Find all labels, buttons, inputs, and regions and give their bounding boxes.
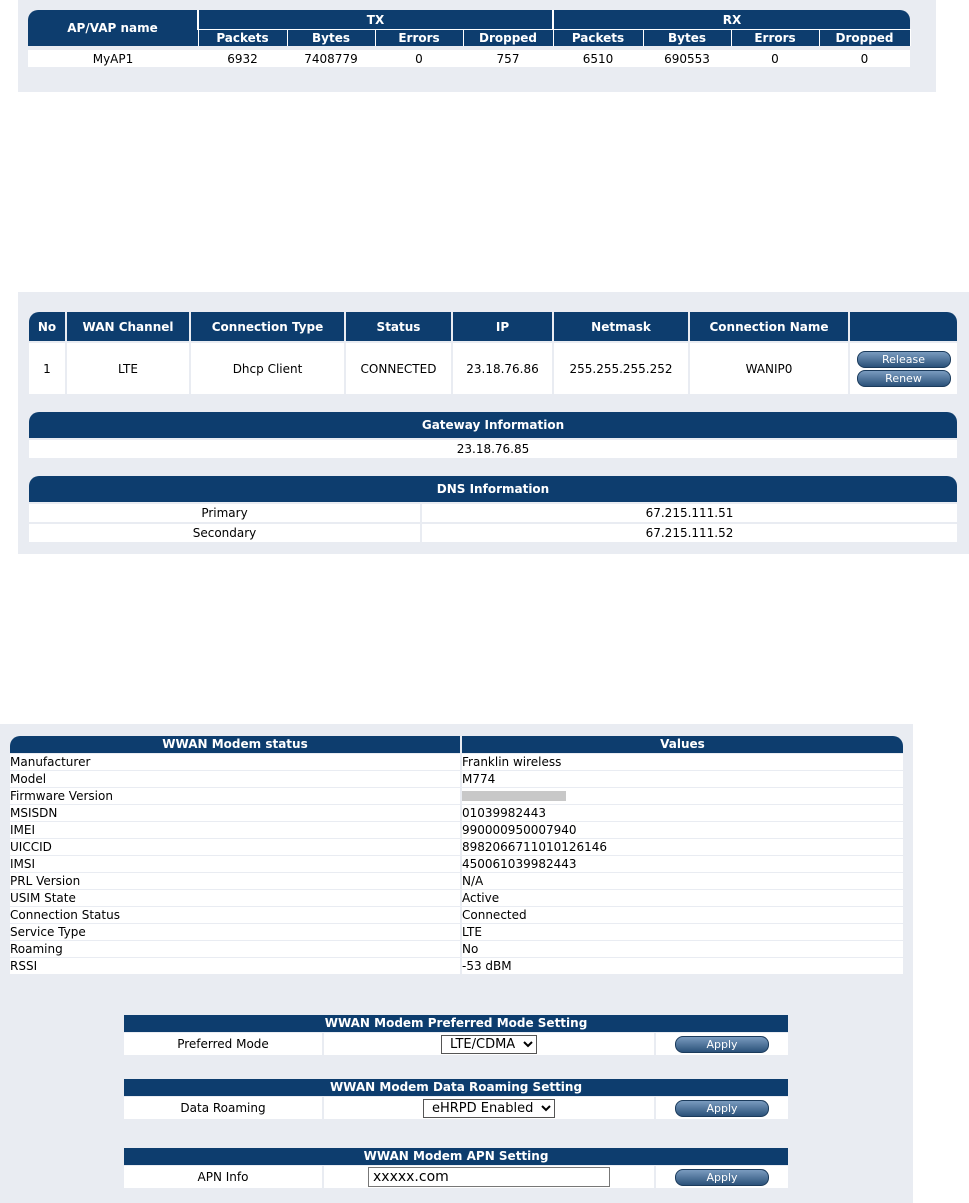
actions-cell [849, 342, 957, 394]
modem-row-value: Active [461, 889, 903, 906]
data-roaming-control [324, 1097, 654, 1119]
preferred-mode-label: Preferred Mode [124, 1033, 322, 1055]
rx-dropped-cell: 0 [819, 48, 910, 67]
col-connection-name: Connection Name [689, 312, 849, 342]
data-roaming-apply-cell [656, 1097, 788, 1119]
apn-title: WWAN Modem APN Setting [124, 1148, 788, 1165]
modem-row-value: LTE [461, 923, 903, 940]
data-roaming-section [124, 1079, 788, 1119]
apn-apply-button[interactable]: Apply [675, 1169, 769, 1186]
modem-row-value: Connected [461, 906, 903, 923]
wan-table [29, 312, 957, 394]
apn-control [324, 1166, 654, 1188]
gateway-title: Gateway Information [29, 412, 957, 438]
modem-row-value: Franklin wireless [461, 753, 903, 770]
wan-no-cell: 1 [29, 342, 66, 394]
tx-dropped-cell: 757 [463, 48, 553, 67]
rx-errors-cell: 0 [731, 48, 819, 67]
gateway-section [29, 412, 957, 458]
ap-stats-table [28, 10, 911, 67]
apn-label: APN Info [124, 1166, 322, 1188]
preferred-mode-apply-button[interactable]: Apply [675, 1036, 769, 1053]
release-button[interactable]: Release [857, 351, 951, 368]
table-row [10, 770, 903, 787]
connection-name-cell: WANIP0 [689, 342, 849, 394]
table-row [10, 940, 903, 957]
col-netmask: Netmask [553, 312, 689, 342]
modem-row-value: N/A [461, 872, 903, 889]
preferred-mode-select[interactable] [441, 1035, 537, 1054]
apn-apply-cell [656, 1166, 788, 1188]
rx-bytes-header: Bytes [643, 30, 731, 48]
col-actions [849, 312, 957, 342]
modem-row-label: Firmware Version [10, 787, 461, 804]
modem-row-label: Connection Status [10, 906, 461, 923]
dns-row-secondary [29, 524, 957, 542]
col-connection-type: Connection Type [190, 312, 345, 342]
ap-name-cell: MyAP1 [28, 48, 198, 67]
wan-panel [18, 292, 969, 554]
dns-row-primary [29, 504, 957, 522]
dns-primary-value: 67.215.111.51 [422, 504, 957, 522]
col-status: Status [345, 312, 452, 342]
modem-row-label: MSISDN [10, 804, 461, 821]
tx-group-header: TX [198, 10, 553, 30]
rx-dropped-header: Dropped [819, 30, 910, 48]
modem-row-value: 8982066711010126146 [461, 838, 903, 855]
modem-row-label: Roaming [10, 940, 461, 957]
modem-row-label: Model [10, 770, 461, 787]
rx-group-header: RX [553, 10, 910, 30]
tx-packets-header: Packets [198, 30, 287, 48]
dns-secondary-label: Secondary [29, 524, 420, 542]
modem-row-value: -53 dBM [461, 957, 903, 974]
tx-errors-header: Errors [375, 30, 463, 48]
table-row [10, 923, 903, 940]
col-values: Values [461, 736, 903, 753]
rx-bytes-cell: 690553 [643, 48, 731, 67]
wan-channel-cell: LTE [66, 342, 190, 394]
modem-panel [0, 724, 913, 1203]
modem-row-label: IMEI [10, 821, 461, 838]
table-row [10, 889, 903, 906]
col-modem-status: WWAN Modem status [10, 736, 461, 753]
apn-input[interactable] [368, 1167, 610, 1187]
netmask-cell: 255.255.255.252 [553, 342, 689, 394]
renew-button[interactable]: Renew [857, 370, 951, 387]
modem-row-label: PRL Version [10, 872, 461, 889]
table-row [10, 838, 903, 855]
modem-row-value: No [461, 940, 903, 957]
table-row [10, 804, 903, 821]
col-ap-name: AP/VAP name [28, 10, 198, 48]
col-ip: IP [452, 312, 553, 342]
table-row [10, 753, 903, 770]
col-wan-channel: WAN Channel [66, 312, 190, 342]
modem-status-table [10, 736, 903, 974]
status-cell: CONNECTED [345, 342, 452, 394]
tx-dropped-header: Dropped [463, 30, 553, 48]
table-row [28, 48, 910, 67]
modem-row-value [461, 787, 903, 804]
tx-errors-cell: 0 [375, 48, 463, 67]
table-row [10, 821, 903, 838]
preferred-mode-title: WWAN Modem Preferred Mode Setting [124, 1015, 788, 1032]
apn-section [124, 1148, 788, 1188]
preferred-mode-apply-cell [656, 1033, 788, 1055]
table-row [10, 957, 903, 974]
apn-row [124, 1166, 788, 1188]
data-roaming-apply-button[interactable]: Apply [675, 1100, 769, 1117]
modem-row-label: IMSI [10, 855, 461, 872]
col-no: No [29, 312, 66, 342]
data-roaming-select[interactable] [423, 1099, 555, 1118]
dns-section [29, 476, 957, 542]
preferred-mode-row [124, 1033, 788, 1055]
tx-packets-cell: 6932 [198, 48, 287, 67]
gateway-value: 23.18.76.85 [29, 440, 957, 458]
modem-row-label: UICCID [10, 838, 461, 855]
ap-stats-panel [18, 0, 936, 92]
data-roaming-title: WWAN Modem Data Roaming Setting [124, 1079, 788, 1096]
tx-bytes-cell: 7408779 [287, 48, 375, 67]
modem-row-value: 990000950007940 [461, 821, 903, 838]
modem-row-label: Manufacturer [10, 753, 461, 770]
data-roaming-row [124, 1097, 788, 1119]
modem-row-value: 01039982443 [461, 804, 903, 821]
dns-primary-label: Primary [29, 504, 420, 522]
table-row [10, 872, 903, 889]
ip-cell: 23.18.76.86 [452, 342, 553, 394]
rx-packets-header: Packets [553, 30, 643, 48]
connection-type-cell: Dhcp Client [190, 342, 345, 394]
data-roaming-label: Data Roaming [124, 1097, 322, 1119]
table-row [10, 855, 903, 872]
modem-row-value: 450061039982443 [461, 855, 903, 872]
rx-packets-cell: 6510 [553, 48, 643, 67]
dns-secondary-value: 67.215.111.52 [422, 524, 957, 542]
table-row [10, 787, 903, 804]
dns-title: DNS Information [29, 476, 957, 502]
redacted-bar [462, 791, 566, 801]
tx-bytes-header: Bytes [287, 30, 375, 48]
modem-row-value: M774 [461, 770, 903, 787]
modem-row-label: Service Type [10, 923, 461, 940]
preferred-mode-control [324, 1033, 654, 1055]
table-row [29, 342, 957, 394]
table-row [10, 906, 903, 923]
modem-row-label: RSSI [10, 957, 461, 974]
rx-errors-header: Errors [731, 30, 819, 48]
preferred-mode-section [124, 1015, 788, 1055]
modem-row-label: USIM State [10, 889, 461, 906]
